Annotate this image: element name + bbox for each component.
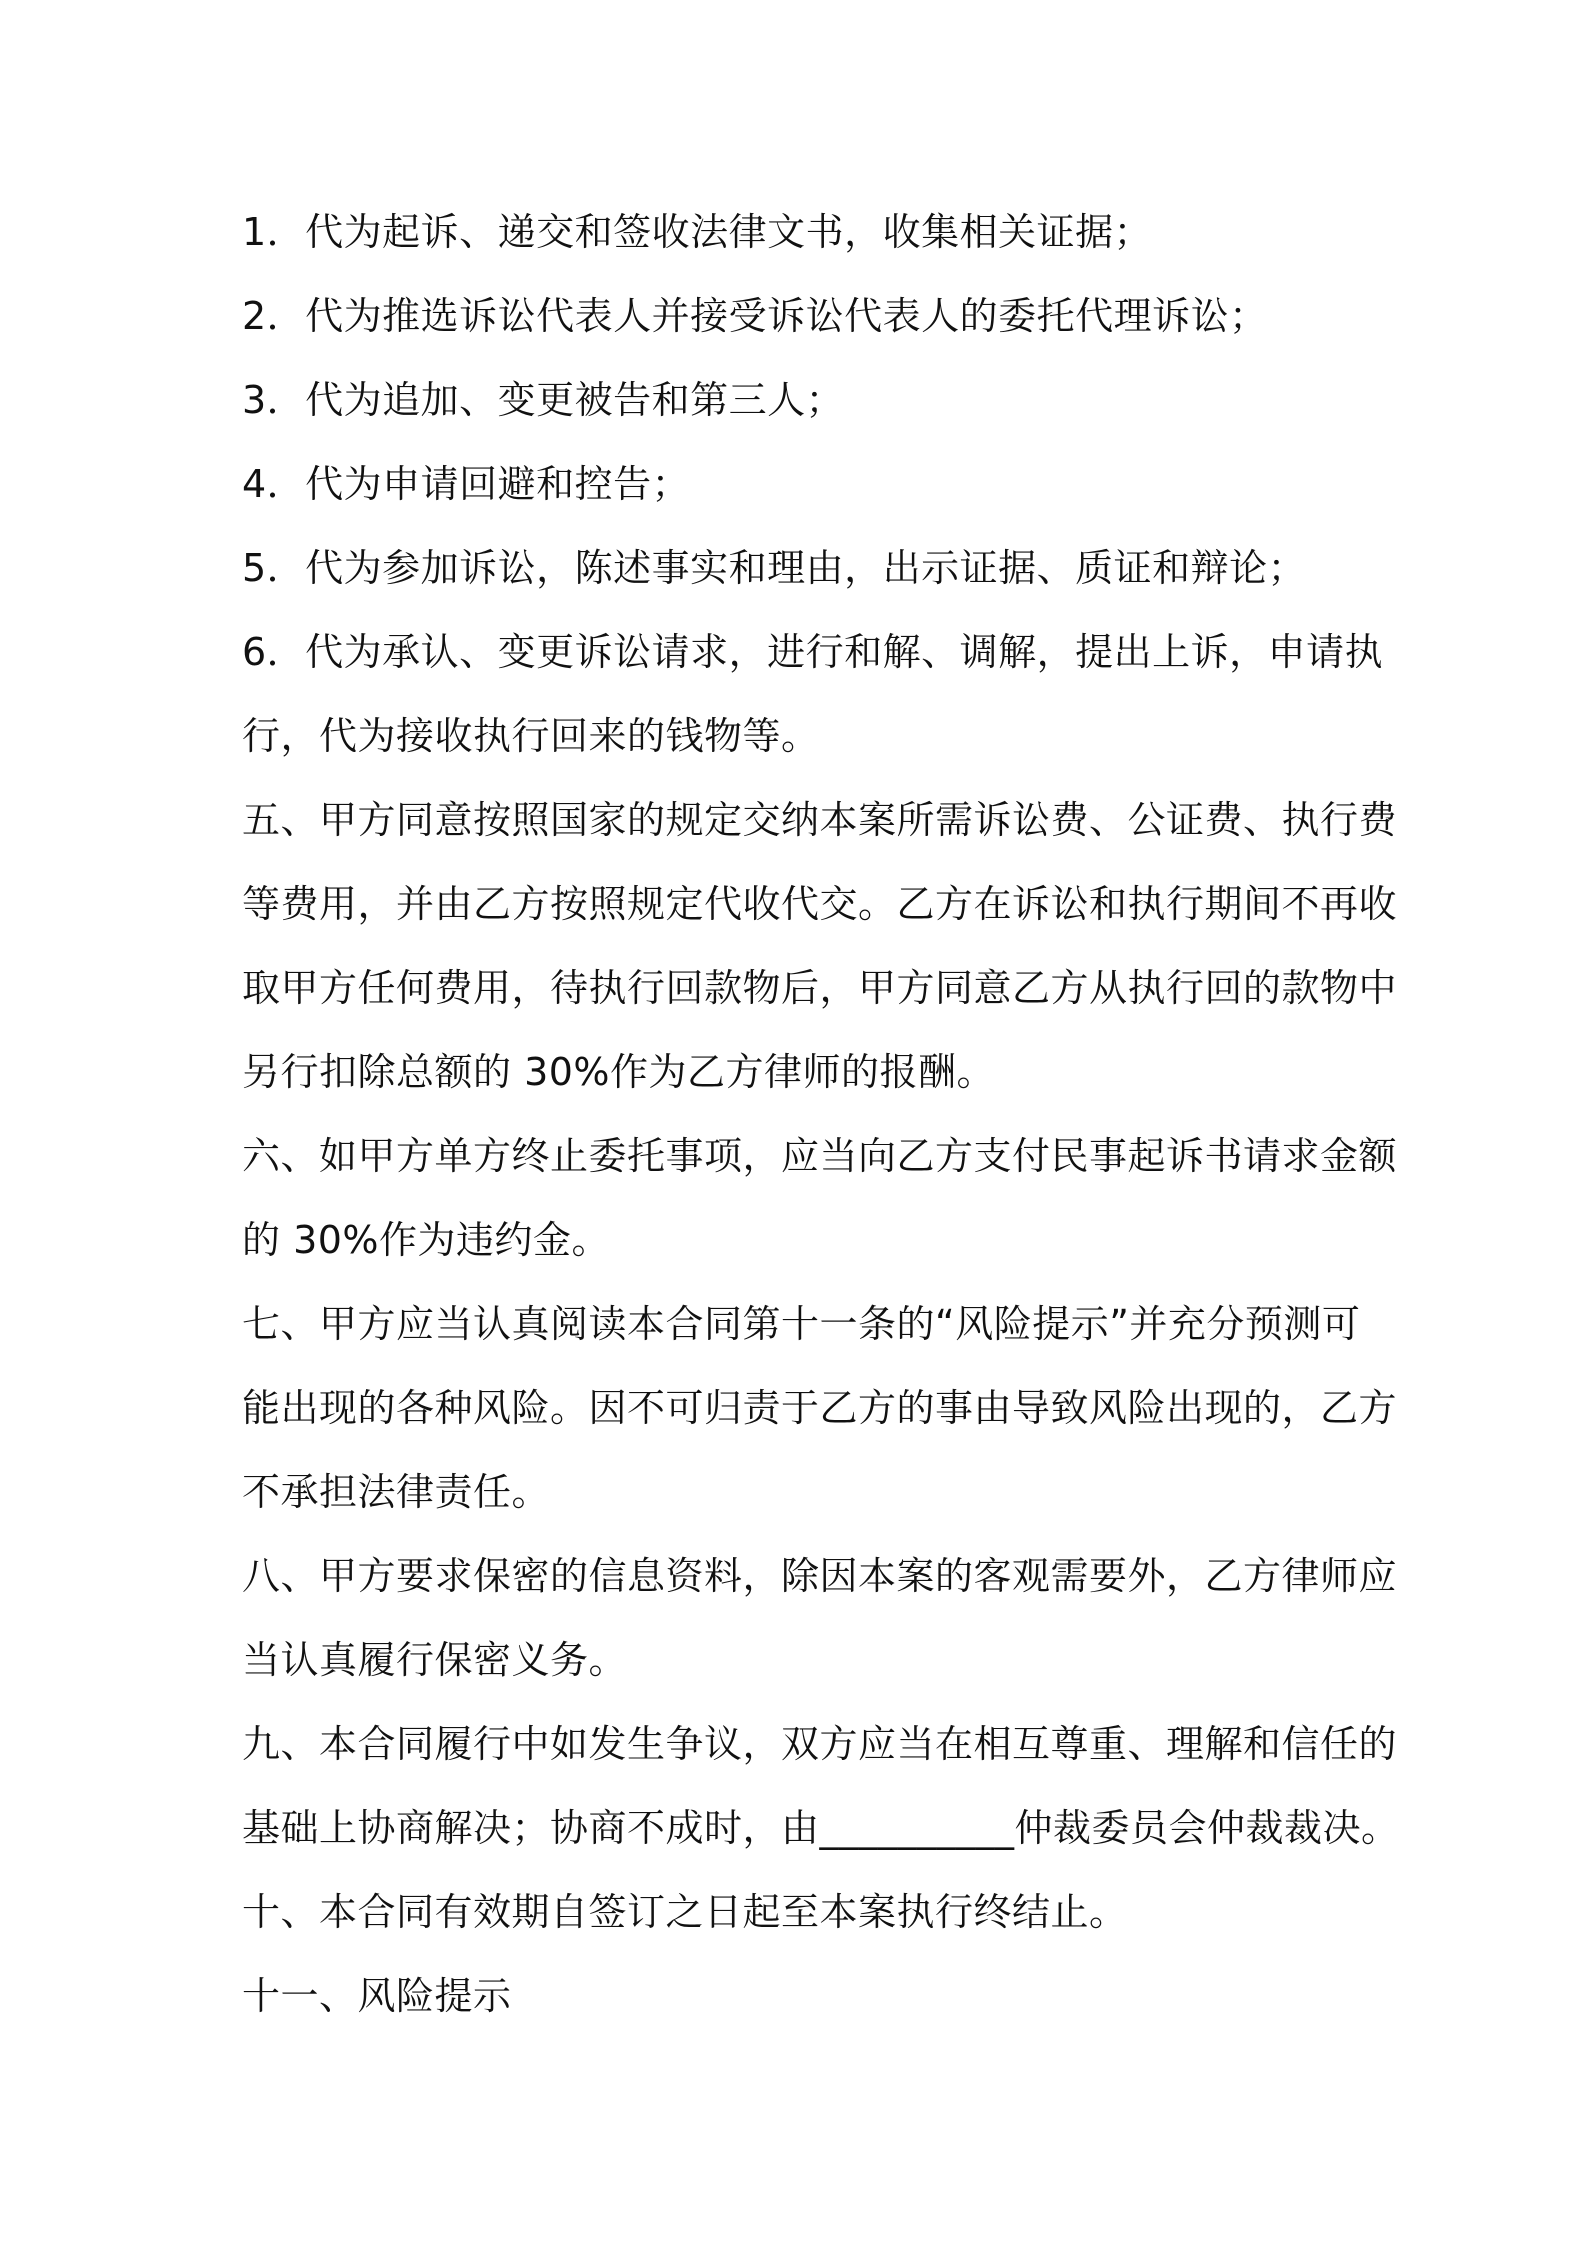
paragraph-line: 不承担法律责任。	[242, 1470, 551, 1514]
paragraph-line: 十、本合同有效期自签订之日起至本案执行终结止。	[242, 1890, 1128, 1934]
paragraph-line: 2．代为推选诉讼代表人并接受诉讼代表人的委托代理诉讼；	[242, 294, 1268, 338]
paragraph-line: 等费用，并由乙方按照规定代收代交。乙方在诉讼和执行期间不再收	[242, 882, 1398, 926]
paragraph-line: 4．代为申请回避和控告；	[242, 462, 691, 506]
paragraph-line: 5．代为参加诉讼，陈述事实和理由，出示证据、质证和辩论；	[242, 546, 1307, 590]
paragraph-line: 基础上协商解决；协商不成时，由__________仲裁委员会仲裁裁决。	[242, 1806, 1400, 1850]
paragraph-line: 另行扣除总额的 30%作为乙方律师的报酬。	[242, 1050, 996, 1094]
section-heading: 十一、风险提示	[242, 1974, 512, 2018]
paragraph-line: 6．代为承认、变更诉讼请求，进行和解、调解，提出上诉，申请执	[242, 630, 1384, 674]
paragraph-line: 六、如甲方单方终止委托事项，应当向乙方支付民事起诉书请求金额	[242, 1134, 1398, 1178]
paragraph-line: 取甲方任何费用，待执行回款物后，甲方同意乙方从执行回的款物中	[242, 966, 1398, 1010]
paragraph-line: 能出现的各种风险。因不可归责于乙方的事由导致风险出现的，乙方	[242, 1386, 1398, 1430]
paragraph-line: 的 30%作为违约金。	[242, 1218, 611, 1262]
paragraph-line: 当认真履行保密义务。	[242, 1638, 628, 1682]
paragraph-line: 行，代为接收执行回来的钱物等。	[242, 714, 820, 758]
paragraph-line: 3．代为追加、变更被告和第三人；	[242, 378, 845, 422]
paragraph-line: 七、甲方应当认真阅读本合同第十一条的“风险提示”并充分预测可	[242, 1302, 1361, 1346]
paragraph-line: 五、甲方同意按照国家的规定交纳本案所需诉讼费、公证费、执行费	[242, 798, 1398, 842]
document-body	[242, 190, 1400, 2038]
paragraph-line: 八、甲方要求保密的信息资料，除因本案的客观需要外，乙方律师应	[242, 1554, 1398, 1598]
paragraph-line: 1．代为起诉、递交和签收法律文书，收集相关证据；	[242, 210, 1153, 254]
paragraph-line: 九、本合同履行中如发生争议，双方应当在相互尊重、理解和信任的	[242, 1722, 1398, 1766]
